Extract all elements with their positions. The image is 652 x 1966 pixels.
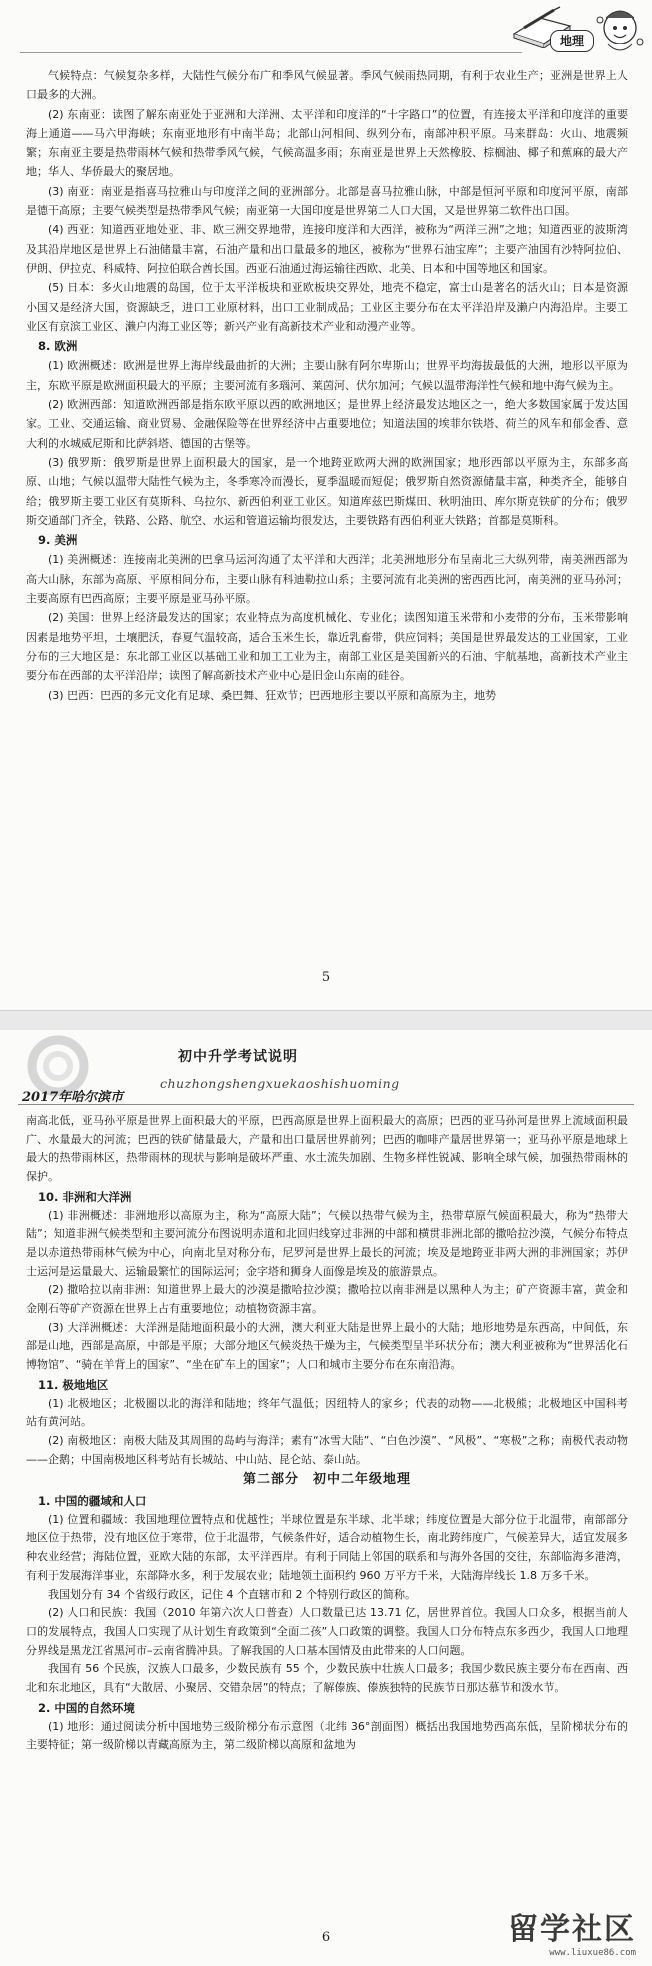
paragraph: (3) 南亚：南亚是指喜马拉雅山与印度洋之间的亚洲部分。北部是喜马拉雅山脉，中部是恒河平原和印度河平原，南部是德干高原；主要气候类型是热带季风气候；南亚第一大国印度是世界第二人口大国，又是世界第二软件出口国。 (26, 184, 628, 218)
subject-tag: 地理 (550, 30, 594, 52)
book-title: 初中升学考试说明 (178, 1049, 298, 1065)
paragraph: (2) 撒哈拉以南非洲：知道世界上最大的沙漠是撒哈拉沙漠；撒哈拉以南非洲是以黑种人为主；矿产资源丰富，黄金和金刚石等矿产资源在世界上占有重要地位；动植物资源丰富。 (26, 1283, 628, 1316)
page-number: 6 (321, 1930, 331, 1945)
watermark-logo-text: 留学社区 (508, 1912, 636, 1947)
section-heading: 1. 中国的疆域和人口 (38, 1494, 147, 1509)
paragraph: (2) 美国：世界上经济最发达的国家；农业特点为高度机械化、专业化；读图知道玉米带和小麦带的分布，玉米带影响因素是地势平坦，土壤肥沃，春夏气温较高，适合玉米生长，靠近乳畜带，供应饲料；美国是世界最发达的工业国家，工业分布的三大地区是：东北部工业区以基础工业和加工工业为主，南部工业区是美国新兴的石油、宇航基地，高新技术产业主要分布在西部的太平洋沿岸；读图了解高新技术产业中心是旧金山东南的硅谷。 (26, 611, 628, 683)
page-gap (0, 1010, 652, 1032)
exam-year-city: 2017年哈尔滨市 (22, 1090, 124, 1105)
paragraph: 我国有 56 个民族，汉族人口最多，少数民族有 55 个，少数民族中壮族人口最多；我国少数民族主要分布在西南、西北和东北地区，具有“大散居、小聚居、交错杂居”的特点；了解傣族、傣族独特的民族节日那达慕节和泼水节。 (26, 1662, 628, 1695)
site-watermark (494, 1902, 644, 1958)
paragraph: (3) 大洋洲概述：大洋洲是陆地面积最小的大洲，澳大利亚大陆是世界上最小的大陆；地形地势是东西高，中间低，东部是山地，西部是高原，中部是平原；大部分地区气候炎热干燥为主，气候类型呈半环状分布；澳大利亚被称为“世界活化石博物馆”、“骑在羊背上的国家”、“坐在矿车上的国家”；人口和城市主要分布在东南沿海。 (26, 1320, 628, 1372)
paragraph: (1) 欧洲概述：欧洲是世界上海岸线最曲折的大洲；主要山脉有阿尔卑斯山；世界平均海拔最低的大洲，地形以平原为主，东欧平原是欧洲面积最大的平原；主要河流有多瑙河、莱茵河、伏尔加河；气候以温带海洋性气候和地中海气候为主。 (26, 359, 628, 392)
header-rule (20, 52, 522, 53)
page-5-content (26, 66, 628, 705)
paragraph: (5) 日本：多火山地震的岛国，位于太平洋板块和亚欧板块交界处，地壳不稳定，富士山是著名的活火山；日本是资源小国又是经济大国，资源缺乏，进口工业原材料，出口工业制成品；工业区主要分布在太平洋沿岸及濑户内海沿岸。主要工业区有京滨工业区、濑户内海工业区等；新兴产业有高新技术产业和动漫产业等。 (26, 281, 628, 333)
header-rule (18, 1104, 634, 1105)
paragraph: (1) 北极地区；北极圈以北的海洋和陆地；终年气温低；因纽特人的家乡；代表的动物——北极熊；北极地区中国科考站有黄河站。 (26, 1396, 628, 1429)
section-heading: 10. 非洲和大洋洲 (38, 1189, 132, 1204)
page-header (0, 0, 652, 62)
paragraph: (1) 非洲概述：非洲地形以高原为主，称为“高原大陆”；气候以热带气候为主，热带草原气候面积最大，称为“热带大陆”；知道非洲气候类型和主要河流分布图说明赤道和北回归线穿过非洲的中部和横贯非洲北部的撒哈拉沙漠，气候分布特点是以赤道热带雨林气候为中心，向南北呈对称分布，尼罗河是世界上最长的河流；埃及是地跨亚非两大洲的非洲国家；苏伊士运河是运量最大、运输最繁忙的国际运河；金字塔和狮身人面像是埃及的旅游景点。 (26, 1208, 628, 1278)
book-title-pinyin: chuzhongshengxuekaoshishuoming (160, 1076, 400, 1091)
paragraph: (3) 俄罗斯：俄罗斯是世界上面积最大的国家，是一个地跨亚欧两大洲的欧洲国家；地形西部以平原为主，东部多高原、山地；气候以温带大陆性气候为主，冬季寒冷而漫长，夏季温暖而短促；俄罗斯自然资源储量丰富，种类齐全，能够自给；俄罗斯主要工业区有莫斯科、乌拉尔、新西伯利亚工业区。知道库兹巴斯煤田、秋明油田、库尔斯克铁矿的分布；俄罗斯交通部门齐全，铁路、公路、航空、水运和管道运输均很发达，主要铁路有西伯利亚大铁路；首都是莫斯科。 (26, 455, 628, 527)
paragraph: 我国划分有 34 个省级行政区，记住 4 个直辖市和 2 个特别行政区的简称。 (48, 1587, 416, 1601)
paragraph: (4) 西亚：知道西亚地处亚、非、欧三洲交界地带，连接印度洋和大西洋，被称为“两洋三洲”之地；知道西亚的波斯湾及其沿岸地区是世界上石油储量丰富，石油产量和出口量最多的地区，被称为“世界石油宝库”；主要产油国有沙特阿拉伯、伊朗、伊拉克、科威特、阿拉伯联合酋长国。西亚石油通过海运输往西欧、北美、日本和中国等地区和国家。 (26, 223, 628, 275)
paragraph: 南高北低，亚马孙平原是世界上面积最大的平原，巴西高原是世界上面积最大的高原；巴西的亚马孙河是世界上流域面积最广、水量最大的河流；巴西的铁矿储量最大，产量和出口量居世界前列；巴西的咖啡产量居世界第一；亚马孙平原是地球上最大的热带雨林区，热带雨林的现状与影响是破坏严重、水土流失加剧、生物多样性锐减、影响全球气候，加强热带雨林的保护。 (26, 1114, 628, 1184)
paragraph: (2) 欧洲西部：知道欧洲西部是指东欧平原以西的欧洲地区；是世界上经济最发达地区之一，绝大多数国家属于发达国家。工业、交通运输、商业贸易、金融保险等在世界经济中占重要地位；知道法国的埃菲尔铁塔、荷兰的风车和郁金香、意大利的水城威尼斯和比萨斜塔、德国的古堡等。 (26, 398, 628, 450)
watermark-url: www.liuxue86.com (549, 1948, 636, 1958)
section-heading: 11. 极地地区 (38, 1377, 109, 1392)
page-6-content (26, 1112, 628, 1755)
paragraph: (2) 南极地区：南极大陆及其周围的岛屿与海洋；素有“冰雪大陆”、“白色沙漠”、“风极”、“寒极”之称；南极代表动物——企鹅；中国南极地区科考站有长城站、中山站、昆仑站、泰山站。 (26, 1433, 628, 1466)
section-heading: 9. 美洲 (38, 533, 78, 548)
page-6 (0, 1030, 652, 1966)
cartoon-mascot-icon (590, 2, 646, 58)
paragraph: (2) 东南亚：读图了解东南亚处于亚洲和大洋洲、太平洋和印度洋的“十字路口”的位置，有连接太平洋和印度洋的重要海上通道——马六甲海峡；东南亚地形有中南半岛；北部山河相间、纵列分布，南部冲积平原。马来群岛：火山、地震频繁；东南亚主要是热带雨林气候和热带季风气候，气候高温多雨；东南亚是世界上天然橡胶、棕榈油、椰子和蕉麻的最大产地；华人、华侨最大的聚居地。 (26, 107, 628, 179)
paragraph: (1) 位置和疆域：我国地理位置特点和优越性；半球位置是东半球、北半球；纬度位置是大部分位于北温带，南部部分地区位于热带，没有地区位于寒带，位于北温带，气候条件好，适合动植物生长，南北跨纬度广，气候差异大，适宜发展多种农业经营；海陆位置，亚欧大陆的东部，太平洋西岸。有利于同陆上邻国的联系和与海外各国的交往，东部临海多港湾，有利于发展海洋事业，东部降水多，利于发展农业；陆地领土面积约 960 万平方千米，大陆海岸线长 1.8 万多千米。 (26, 1512, 628, 1582)
page-number: 5 (321, 970, 331, 985)
paragraph: (1) 美洲概述：连接南北美洲的巴拿马运河沟通了太平洋和大西洋；北美洲地形分布呈南北三大纵列带，南美洲西部为高大山脉，东部为高原、平原相间分布，主要山脉有科迪勒拉山系；主要河流有北美洲的密西西比河，南美洲的亚马孙河；主要高原有巴西高原；主要平原是亚马孙平原。 (26, 553, 628, 606)
paragraph: (3) 巴西：巴西的多元文化有足球、桑巴舞、狂欢节；巴西地形主要以平原和高原为主，地势 (48, 688, 497, 702)
paragraph: (2) 人口和民族：我国（2010 年第六次人口普查）人口数量已达 13.71 亿，居世界首位。我国人口众多，根据当前人口的发展特点，我国人口实现了从计划生育政策到“全面二孩”人口政策的调整。我国人口分布特点东多西少，我国人口地理分界线是黑龙江省黑河市–云南省腾冲县。了解我国的人口基本国情及由此带来的人口问题。 (26, 1606, 628, 1657)
section-heading: 8. 欧洲 (38, 339, 78, 354)
section-heading: 2. 中国的自然环境 (38, 1700, 135, 1715)
paragraph: (1) 地形：通过阅读分析中国地势三级阶梯分布示意图（北纬 36°剖面图）概括出我国地势西高东低，呈阶梯状分布的主要特征；第一级阶梯以青藏高原为主，第二级阶梯以高原和盆地为 (26, 1719, 628, 1752)
part-heading: 第二部分 初中二年级地理 (242, 1472, 411, 1488)
paragraph: 气候特点：气候复杂多样，大陆性气候分布广和季风气候显著。季风气候雨热同期，有利于农业生产；亚洲是世界上人口最多的大洲。 (26, 69, 628, 102)
